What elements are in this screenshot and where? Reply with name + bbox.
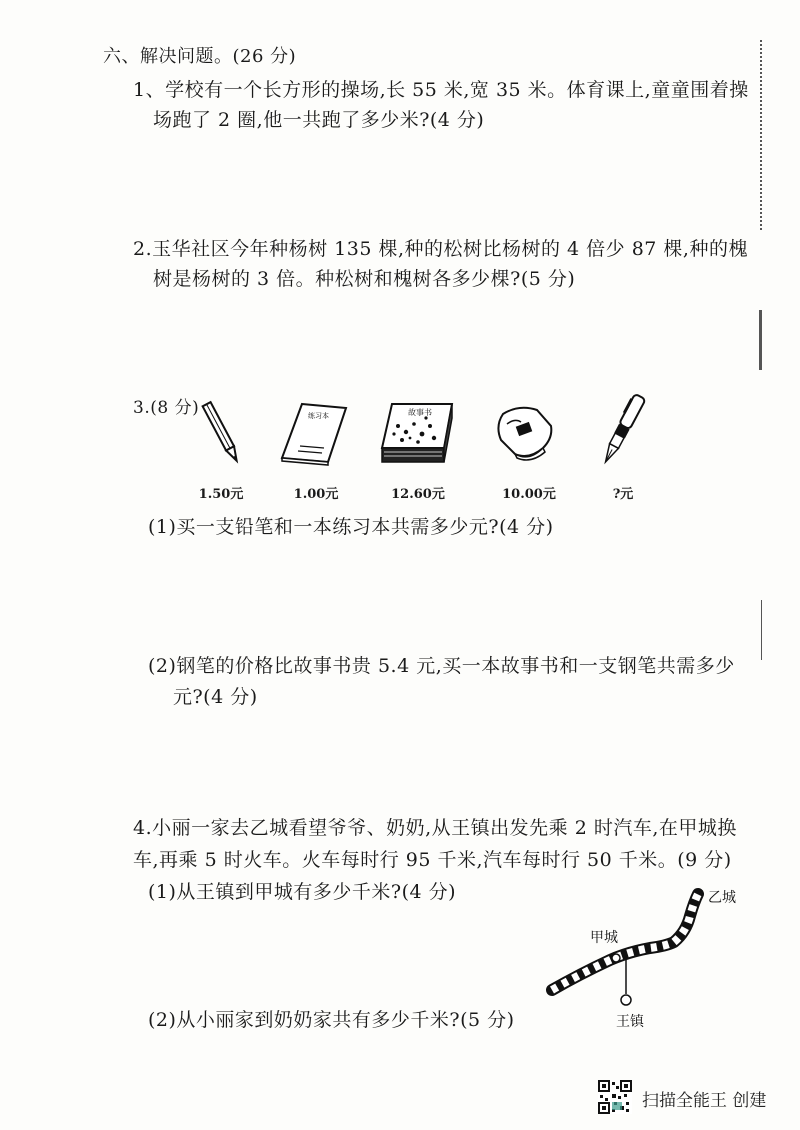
price-label-fountain-pen: ?元: [612, 487, 634, 502]
q3-sub1: (1)买一支铅笔和一本练习本共需多少元?(4 分): [148, 516, 554, 538]
map-label-yicheng: 乙城: [708, 890, 736, 906]
q4-sub2: (2)从小丽家到奶奶家共有多少千米?(5 分): [148, 1009, 515, 1031]
map-label-wangzhen: 王镇: [616, 1014, 644, 1030]
q1-line2: 场跑了 2 圈,他一共跑了多少米?(4 分): [153, 109, 485, 131]
wangzhen-point: [621, 995, 631, 1005]
q2-line2: 树是杨树的 3 倍。种松树和槐树各多少棵?(5 分): [153, 268, 576, 290]
pencil-icon: [198, 398, 248, 470]
q3-sub2-line2: 元?(4 分): [173, 686, 258, 708]
binding-edge-mark: [760, 40, 762, 230]
notebook-icon: [280, 402, 350, 466]
qr-code-icon: [598, 1080, 632, 1114]
q1-line1: 1、学校有一个长方形的操场,长 55 米,宽 35 米。体育课上,童童围着操: [133, 79, 749, 101]
route-map: [540, 880, 750, 1030]
notebook-cover-text: 练习本: [308, 412, 329, 420]
q4-line2: 车,再乘 5 时火车。火车每时行 95 千米,汽车每时行 50 千米。(9 分): [133, 849, 732, 871]
storybook-icon: [378, 400, 458, 466]
q4-line1: 4.小丽一家去乙城看望爷爷、奶奶,从王镇出发先乘 2 时汽车,在甲城换: [133, 817, 737, 839]
jiacheng-point: [612, 954, 620, 962]
storybook-cover-text: 故事书: [408, 408, 432, 417]
price-label-pencil: 1.50元: [198, 487, 244, 502]
binding-edge-mark: [761, 600, 762, 660]
q2-line1: 2.玉华社区今年种杨树 135 棵,种的松树比杨树的 4 倍少 87 棵,种的槐: [133, 238, 748, 260]
section-title: 六、解决问题。(26 分): [103, 46, 297, 67]
pencil-sharpener-icon: [493, 404, 557, 462]
q4-sub1: (1)从王镇到甲城有多少千米?(4 分): [148, 881, 457, 903]
scanner-watermark: 扫描全能王 创建: [642, 1091, 767, 1111]
binding-edge-mark: [759, 310, 762, 370]
price-label-notebook: 1.00元: [293, 487, 339, 502]
q3-header: 3.(8 分): [133, 398, 200, 418]
fountain-pen-icon: [597, 392, 647, 470]
price-label-sharpener: 10.00元: [502, 487, 556, 502]
price-label-storybook: 12.60元: [391, 487, 445, 502]
map-label-jiacheng: 甲城: [590, 930, 618, 946]
q3-sub2-line1: (2)钢笔的价格比故事书贵 5.4 元,买一本故事书和一支钢笔共需多少: [148, 655, 735, 677]
